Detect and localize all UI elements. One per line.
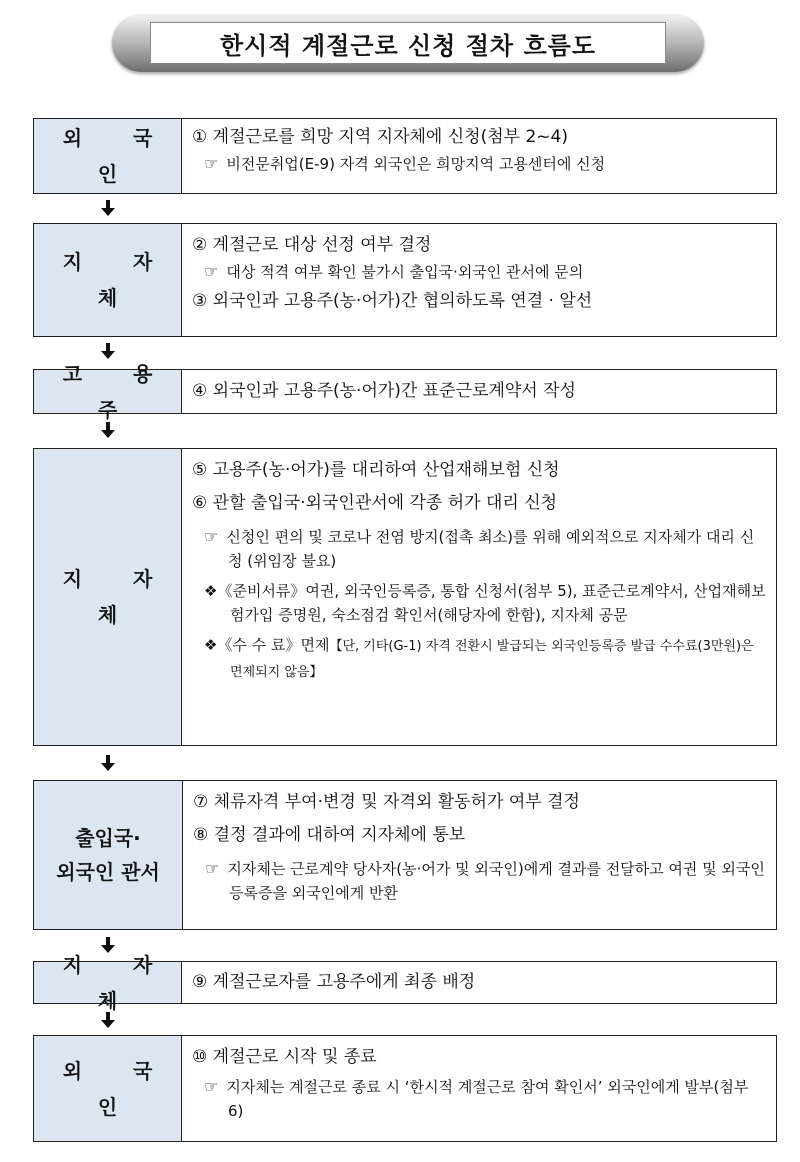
step-line: ⑤ 고용주(농·어가)를 대리하여 산업재해보험 신청 <box>192 460 560 480</box>
note-text: 신청인 편의 및 코로나 전염 방지(접촉 최소)를 위해 예외적으로 지자체가 대리 신청 (위임장 불요) <box>226 528 755 570</box>
note-text: 지자체는 계절근로 종료 시 ‘한시적 계절근로 참여 확인서’ 외국인에게 발부(첨부 6) <box>226 1078 749 1120</box>
title-banner <box>112 14 704 72</box>
down-arrow-icon <box>101 1012 115 1028</box>
step-3-employer <box>33 361 777 422</box>
pointing-hand-icon: ☞ <box>204 1077 219 1096</box>
documents-text: 여권, 외국인등록증, 통합 신청서(첨부 5), 표준근로계약서, 산업재해보험가입 증명원, 숙소점검 확인서(해당자에 한함), 지자체 공문 <box>230 582 766 624</box>
fee-title: 《수 수 료》 <box>217 636 301 654</box>
step-note <box>192 525 768 573</box>
down-arrow-icon <box>101 755 115 771</box>
step-content <box>182 962 776 1003</box>
step-content <box>182 1036 776 1141</box>
step-line: ⑩ 계절근로 시작 및 종료 <box>192 1047 377 1067</box>
step-line: ④ 외국인과 고용주(농·어가)간 표준근로계약서 작성 <box>192 381 576 401</box>
fee-text: 면제 <box>300 636 330 654</box>
step-content <box>182 224 776 336</box>
diamond-bullet-icon: ❖ <box>204 636 218 654</box>
note-text: 지자체는 근로계약 당사자(농·어가 및 외국인)에게 결과를 전달하고 여권 및 외국인등록증을 외국인에게 반환 <box>227 860 765 902</box>
step-line: ⑧ 결정 결과에 대하여 지자체에 통보 <box>193 825 466 845</box>
step-note <box>192 1075 768 1123</box>
step-label: 외 국 인 <box>34 119 182 193</box>
step-label <box>34 781 183 929</box>
note-text: 대상 적격 여부 확인 불가시 출입국·외국인 관서에 문의 <box>226 263 584 281</box>
step-label: 고 용 주 <box>34 370 182 413</box>
page-title: 한시적 계절근로 신청 절차 흐름도 <box>150 22 666 64</box>
step-content <box>182 449 776 745</box>
pointing-hand-icon: ☞ <box>204 262 219 281</box>
step-line: ② 계절근로 대상 선정 여부 결정 <box>192 235 432 255</box>
step-label: 지 자 체 <box>34 449 182 745</box>
required-documents <box>192 579 768 627</box>
step-content <box>182 370 776 413</box>
label-line: 출입국· <box>75 826 141 850</box>
documents-title: 《준비서류》 <box>217 582 306 600</box>
fee-note: 【단, 기타(G-1) 자격 전환시 발급되는 외국인등록증 발급 수수료(3만원)은 면제되지 않음】 <box>230 639 754 680</box>
step-7-foreigner <box>33 1035 777 1142</box>
step-1-foreigner <box>33 118 777 194</box>
down-arrow-icon <box>101 422 115 438</box>
step-line: ③ 외국인과 고용주(농·어가)간 협의하도록 연결 · 알선 <box>192 291 593 311</box>
step-note <box>193 857 768 905</box>
diamond-bullet-icon: ❖ <box>204 582 218 600</box>
step-content <box>183 781 776 929</box>
down-arrow-icon <box>101 200 115 216</box>
step-line: ⑦ 체류자격 부여·변경 및 자격외 활동허가 여부 결정 <box>193 792 580 812</box>
step-2-local-government <box>33 223 777 337</box>
step-5-immigration-office <box>33 780 777 930</box>
step-note <box>192 151 768 177</box>
pointing-hand-icon: ☞ <box>204 154 219 173</box>
pointing-hand-icon: ☞ <box>204 527 219 546</box>
step-note <box>192 259 768 285</box>
step-4-local-government <box>33 448 777 746</box>
label-line: 외국인 관서 <box>56 860 160 884</box>
note-text: 비전문취업(E-9) 자격 외국인은 희망지역 고용센터에 신청 <box>226 155 606 173</box>
step-label: 지 자 체 <box>34 962 182 1003</box>
step-line: ⑥ 관할 출입국·외국인관서에 각종 허가 대리 신청 <box>192 493 558 513</box>
step-content <box>182 119 776 193</box>
step-line: ⑨ 계절근로자를 고용주에게 최종 배정 <box>192 972 476 992</box>
step-6-local-government <box>33 952 777 1013</box>
pointing-hand-icon: ☞ <box>205 859 220 878</box>
step-label: 지 자 체 <box>34 224 182 336</box>
fee-info <box>192 633 768 685</box>
step-line: ① 계절근로를 희망 지역 지자체에 신청(첨부 2~4) <box>192 127 568 147</box>
step-label: 외 국 인 <box>34 1036 182 1141</box>
